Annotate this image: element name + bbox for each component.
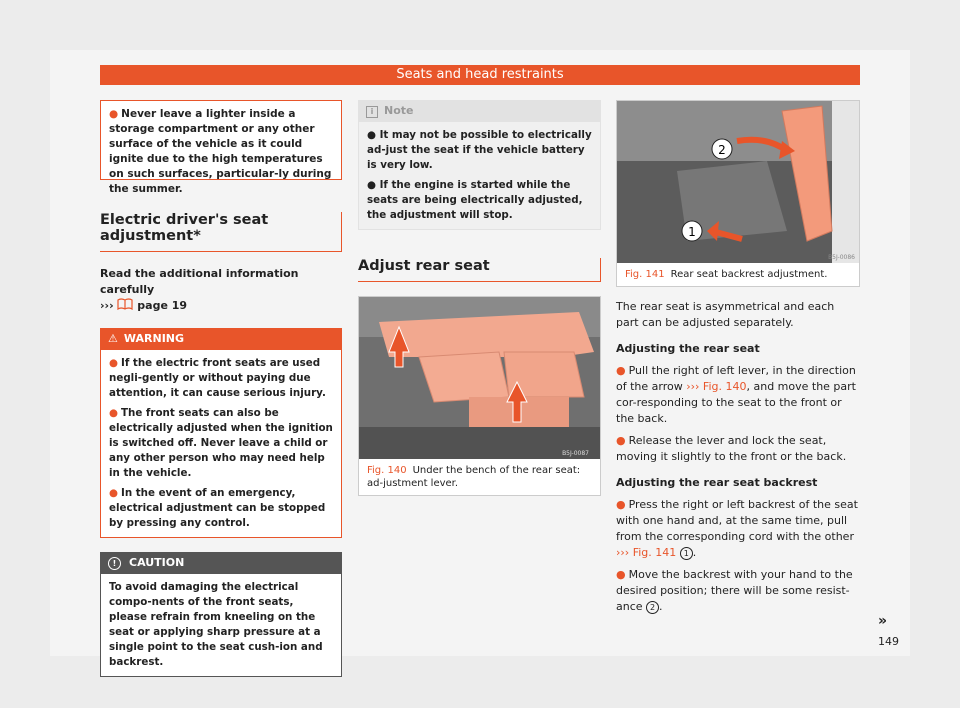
note-body — [358, 122, 601, 230]
bullet-icon: ● — [616, 364, 626, 377]
read-info-paragraph — [100, 266, 342, 314]
figure-label: Fig. 141 — [625, 269, 665, 280]
instruction-item: ● Pull the right of left lever, in the direction of the arrow ››› Fig. 140, and move the part cor-responding to the seat to the front or the back. — [616, 364, 856, 425]
warning-item: ● In the event of an emergency, electrical adjustment can be stopped by pressing any control. — [109, 487, 326, 529]
figure-label: Fig. 140 — [367, 465, 407, 476]
info-icon: i — [366, 106, 378, 118]
lighter-warning-continued — [100, 100, 342, 195]
manual-page — [50, 50, 910, 668]
callout-ref-2: 2 — [646, 601, 659, 614]
warning-body — [100, 350, 342, 538]
section-title-rear-seat: Adjust rear seat — [358, 258, 601, 282]
note-item: ● It may not be possible to electrically ad-just the seat if the vehicle battery is very low. — [367, 129, 592, 171]
lighter-warning-text: Never leave a lighter inside a storage compartment or any other surface of the vehicle as it could ignite due to the high temperatures on such surfaces, particular-ly during the summer. — [109, 108, 332, 195]
callout-1: 1 — [688, 225, 696, 239]
figure-141-caption: Fig. 141 Rear seat backrest adjustment. — [625, 269, 828, 280]
instruction-item: ● Release the lever and lock the seat, moving it slightly to the front or the back. — [616, 434, 847, 463]
section-title-electric-seat: Electric driver's seat adjustment* — [100, 212, 342, 252]
callout-2: 2 — [718, 143, 726, 157]
bullet-icon: ● — [109, 407, 118, 419]
figure-141 — [616, 100, 860, 287]
figure-140-image — [359, 297, 600, 459]
warning-header — [100, 328, 342, 350]
rear-seat-text — [616, 299, 860, 615]
book-icon — [117, 298, 133, 310]
ref-arrows: ››› — [100, 299, 114, 312]
callout-ref-1: 1 — [680, 547, 693, 560]
caution-header — [100, 552, 342, 574]
figure-141-link[interactable]: ››› Fig. 141 — [616, 546, 677, 559]
caution-body: To avoid damaging the electrical compo-nents of the front seats, please refrain from kneeling on the seat or applying sharp pressure at a single point to the seat cush-ion and backrest. — [100, 574, 342, 677]
column-middle — [358, 100, 601, 496]
caution-title: CAUTION — [129, 556, 185, 569]
bullet-icon: ● — [616, 568, 626, 581]
bullet-icon: ● — [109, 487, 118, 499]
bullet-icon: ● — [616, 498, 626, 511]
figure-140-link[interactable]: ››› Fig. 140 — [686, 380, 747, 393]
figure-code: B5J-0086 — [828, 254, 855, 261]
bullet-icon: ● — [109, 357, 118, 369]
intro-paragraph: The rear seat is asymmetrical and each part can be adjusted separately. — [616, 300, 835, 329]
instruction-item: ● Press the right or left backrest of the seat with one hand and, at the same time, pull from the corresponding cord with the other ››› Fig. 141 1 . — [616, 498, 858, 559]
warning-item: ● If the electric front seats are used negli-gently or without paying due attention, it can cause serious injury. — [109, 357, 326, 399]
note-item: ● If the engine is started while the seats are being electrically adjusted, the adjustment will stop. — [367, 179, 583, 221]
figure-140 — [358, 296, 601, 496]
column-right — [616, 100, 860, 615]
bullet-icon: ● — [616, 434, 626, 447]
caution-circle-icon: ! — [108, 557, 121, 570]
warning-title: WARNING — [123, 332, 185, 345]
warning-box — [100, 328, 342, 538]
figure-140-caption: Fig. 140 Under the bench of the rear seat: ad-justment lever. — [367, 465, 581, 489]
subheading-backrest: Adjusting the rear seat backrest — [616, 476, 818, 489]
read-info-text: Read the additional information carefully — [100, 267, 299, 296]
figure-141-image — [617, 101, 859, 263]
warning-item: ● The front seats can also be electrically adjusted when the ignition is switched off. Never leave a child or any other person who may need help in the vehicle. — [109, 407, 333, 479]
page-number: 149 — [878, 635, 899, 648]
figure-code: B5J-0087 — [562, 450, 589, 457]
page-reference-link[interactable]: page 19 — [137, 299, 188, 312]
continue-marker: » — [878, 613, 888, 629]
subheading-rear-seat: Adjusting the rear seat — [616, 342, 760, 355]
column-left — [100, 100, 342, 677]
note-header — [358, 100, 601, 122]
caution-box — [100, 552, 342, 677]
instruction-item: ● Move the backrest with your hand to the desired position; there will be some resist-ance 2 . — [616, 568, 853, 613]
warning-triangle-icon: ⚠ — [108, 332, 118, 345]
page-header: Seats and head restraints — [100, 65, 860, 85]
note-title: Note — [384, 104, 414, 117]
bullet-icon: ● — [109, 108, 119, 120]
note-box — [358, 100, 601, 230]
